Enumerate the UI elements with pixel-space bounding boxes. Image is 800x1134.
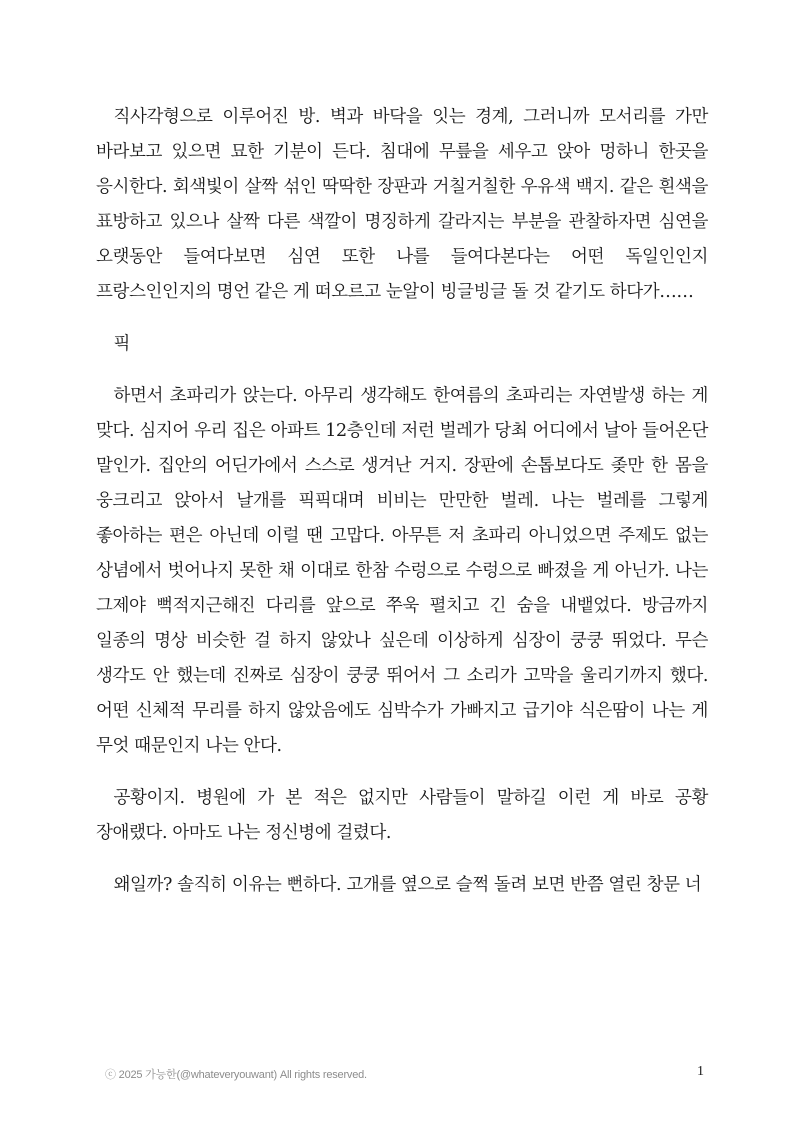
paragraph-gap (96, 851, 708, 868)
paragraph: 왜일까? 솔직히 이유는 뻔하다. 고개를 옆으로 슬쩍 돌려 보면 반쯤 열린 창문 너 (113, 875, 702, 895)
paragraph: 하면서 초파리가 앉는다. 아무리 생각해도 한여름의 초파리는 자연발생 하는 게 맞다. 심지어 우리 집은 아파트 12층인데 저런 벌레가 당최 어디에서 날아 들어온단 말인가. 집안의 어딘가에서 스스로 생겨난 거지. 장판에 손톱보다도 좆만 한 몸을 웅크리고 앉아서 날개를 픽픽대며 비비는 만만한 벌레. 나는 벌레를 그렇게 좋아하는 편은 아닌데 이럴 땐 고맙다. 아무튼 저 초파리 아니었으면 주제도 없는 상념에서 벗어나지 못한 채 이대로 한참 수렁으로 수렁으로 빠졌을 게 아닌가. 나는 그제야 뻑적지근해진 다리를 앞으로 쭈욱 펼치고 긴 숨을 내뱉었다. 방금까지 일종의 명상 비슷한 걸 하지 않았나 싶은데 이상하게 심장이 쿵쿵 뛰었다. 무슨 생각도 안 했는데 진짜로 심장이 쿵쿵 뛰어서 그 소리가 고막을 울리기까지 했다. 어떤 신체적 무리를 하지 않았음에도 심박수가 가빠지고 급기야 식은땀이 나는 게 무엇 때문인지 나는 안다. (96, 386, 708, 756)
paragraph: 공황이지. 병원에 가 본 적은 없지만 사람들이 말하길 이런 게 바로 공황 장애랬다. 아마도 나는 정신병에 걸렸다. (96, 788, 708, 843)
paragraph-gap (96, 310, 708, 327)
paragraph-gap (96, 362, 708, 379)
body-text (96, 100, 708, 903)
paragraph: 픽 (113, 334, 131, 354)
paragraph-gap (96, 764, 708, 781)
copyright-notice: ⓒ 2025 가능한(@whateveryouwant) All rights reserved. (105, 1069, 367, 1081)
page-number: 1 (697, 1064, 704, 1079)
paragraph: 직사각형으로 이루어진 방. 벽과 바닥을 잇는 경계, 그러니까 모서리를 가만 바라보고 있으면 묘한 기분이 든다. 침대에 무릎을 세우고 앉아 멍하니 한곳을 응시한다. 회색빛이 살짝 섞인 딱딱한 장판과 거칠거칠한 우유색 백지. 같은 흰색을 표방하고 있으나 살짝 다른 색깔이 명징하게 갈라지는 부분을 관찰하자면 심연을 오랫동안 들여다보면 심연 또한 나를 들여다본다는 어떤 독일인인지 프랑스인인지의 명언 같은 게 떠오르고 눈알이 빙글빙글 돌 것 같기도 하다가…… (96, 107, 708, 302)
